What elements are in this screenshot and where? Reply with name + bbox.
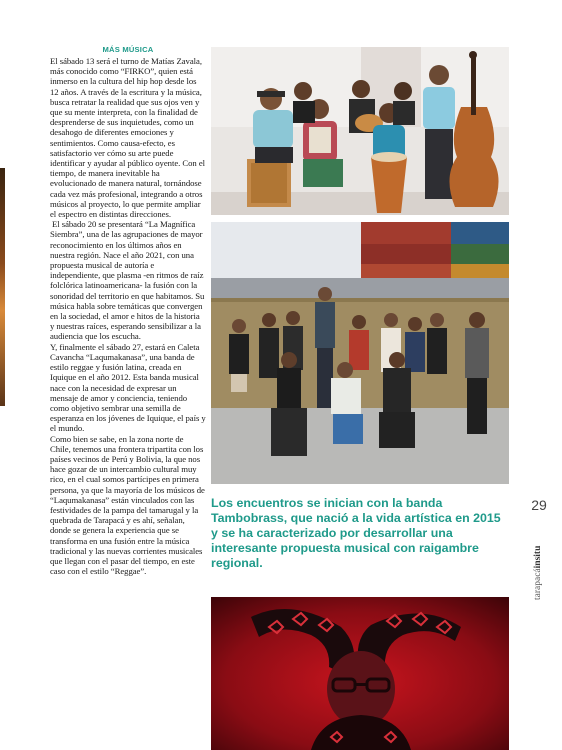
reggae-band-photo-illustration xyxy=(211,222,509,484)
section-heading: MÁS MÚSICA xyxy=(102,45,154,54)
reggae-band-photo xyxy=(211,222,509,484)
article-paragraph-4: Como bien se sabe, en la zona norte de Chile, tenemos una frontera tripartita con los países vecinos de Perú y Bolivia, la que nos hace gozar de un intercambio cultural muy rico, en el cual somos partícipes en primera persona, ya que la mayoría de los músicos de “Laqumakanasa” están vinculados con las festividades de la pampa del tamarugal y la quebrada de Tarapacá y es ahí, señalan, donde se genera la experiencia que se transforma en una fusión entre la música tradicional y las nuevas corrientes musicales que llegan con el pasar del tiempo, en este caso con el estilo “Reggae”. xyxy=(50,433,205,577)
adjacent-page-photo-edge xyxy=(0,168,5,406)
magazine-brand xyxy=(533,520,545,600)
pull-quote: Los encuentros se inician con la banda Tambobrass, que nació a la vida artística en 2015 y se ha caracterizado por desarrollar una interesante propuesta musical con raigambre regional. xyxy=(211,496,501,570)
article-paragraph-1: El sábado 13 será el turno de Matías Zavala, más conocido como “FIRKO”, quien está inmerso en la cultura del hip hop desde los 12 años. A través de la escritura y la música, busca retratar la realidad que sus ojos ven y que su mente interpreta, con la finalidad de desprenderse de sus inquietudes, como un desahogo de diferentes emociones y sentimientos. Como causa-efecto, es satisfactorio ver cómo su arte puede identificar y ayudar al público oyente. Con el tiempo, de manera inevitable ha evolucionado de manera natural, tornándose cada vez más profesional, integrando a otros músicos al proyecto, lo que permite ampliar el espectro en distintas direcciones. xyxy=(50,56,205,220)
magazine-brand-bold: insitu xyxy=(533,545,543,569)
band-group-photo xyxy=(211,47,509,215)
artist-portrait-illustration xyxy=(211,597,509,750)
artist-portrait-photo xyxy=(211,597,509,750)
band-group-photo-illustration xyxy=(211,47,509,215)
page-number: 29 xyxy=(531,497,547,513)
magazine-brand-light: tarapacá xyxy=(533,568,543,600)
article-column xyxy=(50,45,206,576)
article-paragraph-3: Y, finalmente el sábado 27, estará en Caleta Cavancha “Laqumakanasa”, una banda de estilo reggae y fusión latina, creada en Iquique en el año 2012. Esta banda musical nace con la necesidad de expresar un mensaje de amor y conciencia, teniendo como objetivo sembrar una semilla de esperanza en los jóvenes de Iquique, el país y el mundo. xyxy=(50,341,206,434)
article-paragraph-2: El sábado 20 se presentará “La Magnífica Siembra”, una de las agrupaciones de mayor reconocimiento en los últimos años en nuestra región. Nace el año 2021, con una propuesta musical de autoría e independiente, que plasma -en ritmos de raíz folclórica latinoamericana- la fusión con la sonoridad del territorio en que habitamos. Su música habla sobre temáticas que convergen en la sociedad, el amor e hitos de la historia y nuestras raíces, esperando sensibilizar a la audiencia que los escucha. xyxy=(50,219,205,342)
